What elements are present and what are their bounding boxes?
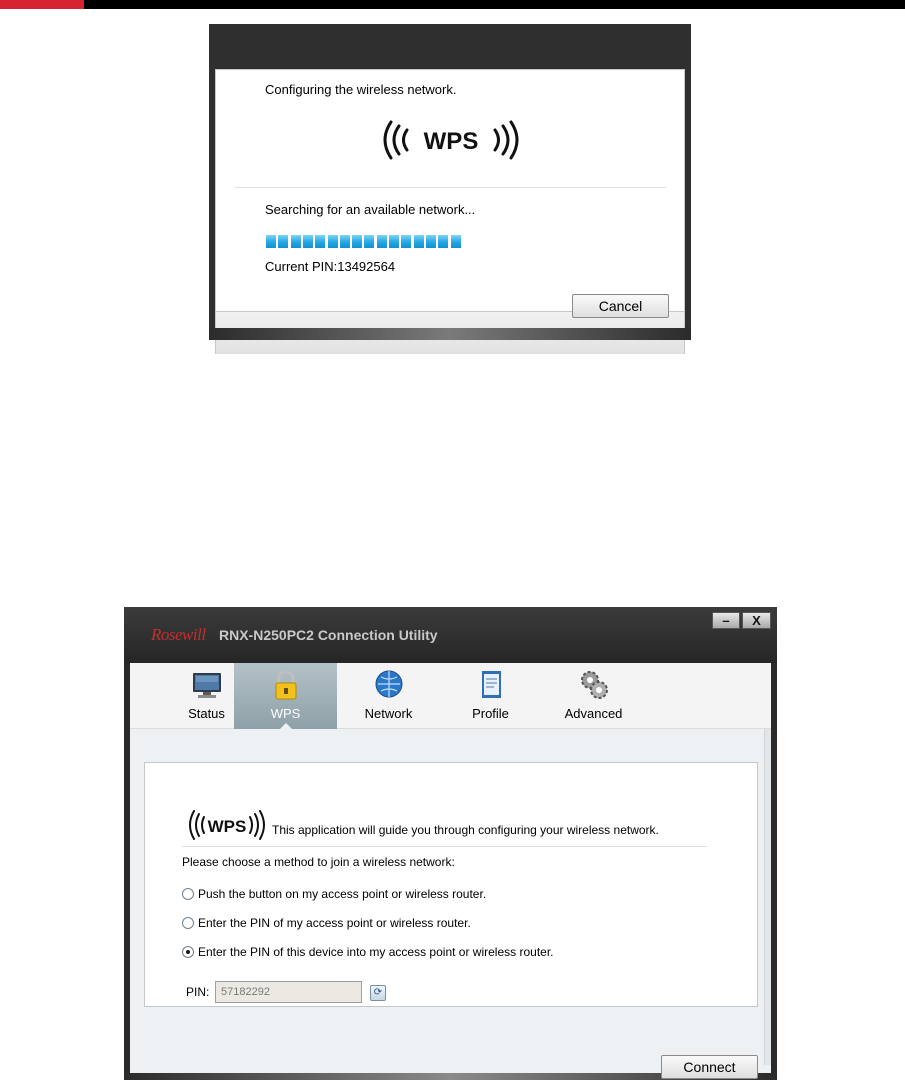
dialog-frame-edge [209,328,691,340]
close-button[interactable]: X [742,612,771,629]
radio-button[interactable] [182,917,194,929]
tab-label: Profile [472,706,509,721]
wps-logo-icon [379,116,523,164]
brand-logo: Rosewill [151,625,206,644]
pin-label: PIN: [186,985,210,999]
progress-segment [278,235,288,248]
connect-button[interactable]: Connect [661,1055,758,1079]
document-icon [476,669,506,701]
dialog-panel [215,69,685,312]
progress-segment [303,235,313,248]
wps-progress-dialog [209,24,691,340]
progress-bar [266,235,466,248]
tab-label: Network [364,706,413,721]
method-prompt: Please choose a method to join a wireless network: [182,855,455,869]
scrollbar[interactable] [764,729,771,1065]
radio-button-selected[interactable] [182,946,194,958]
tab-label: Advanced [564,706,623,721]
option-push-button[interactable] [182,886,486,902]
progress-segment [291,235,301,248]
radio-button[interactable] [182,888,194,900]
progress-segment [389,235,399,248]
current-pin: Current PIN:13492564 [265,259,396,274]
option-ap-pin[interactable] [182,915,471,931]
content-area [130,729,771,1065]
progress-segment [266,235,276,248]
padlock-icon [271,669,301,701]
progress-segment [401,235,411,248]
progress-segment [377,235,387,248]
refresh-pin-button[interactable] [370,985,386,1001]
monitor-icon [192,669,222,701]
progress-segment [414,235,424,248]
option-label: Push the button on my access point or wireless router. [198,887,487,901]
search-status: Searching for an available network... [265,202,476,217]
globe-icon [374,669,404,701]
tab-advanced[interactable] [542,663,645,729]
progress-segment [451,235,461,248]
intro-text: This application will guide you through configuring your wireless network. [272,823,659,837]
tab-label: WPS [270,706,301,721]
tab-profile[interactable] [439,663,542,729]
divider [182,846,707,847]
tab-wps[interactable] [234,663,337,729]
tab-bar [130,663,771,729]
wps-logo-text: WPS [207,817,247,836]
option-device-pin[interactable] [182,944,554,960]
option-label: Enter the PIN of my access point or wireless router. [198,916,471,930]
page-header-rule [0,0,905,9]
pin-field[interactable] [215,981,362,1003]
divider [234,187,666,188]
wps-logo-icon [187,807,267,843]
progress-segment [352,235,362,248]
tab-label: Status [188,706,225,721]
progress-segment [364,235,374,248]
minimize-button[interactable]: – [712,612,740,629]
window-title: RNX-N250PC2 Connection Utility [219,627,438,643]
progress-segment [340,235,350,248]
tab-network[interactable] [337,663,440,729]
header-accent [0,0,84,9]
connection-utility-window [124,607,777,1080]
refresh-icon: ⟳ [373,987,383,998]
cancel-button[interactable]: Cancel [572,294,669,318]
progress-segment [315,235,325,248]
dialog-heading: Configuring the wireless network. [265,82,457,97]
title-bar [124,607,777,663]
progress-segment [438,235,448,248]
progress-segment [328,235,338,248]
gears-icon [579,669,609,701]
progress-segment [426,235,436,248]
option-label: Enter the PIN of this device into my access point or wireless router. [198,945,554,959]
wps-logo-text: WPS [423,128,479,155]
wps-panel [144,762,758,1007]
